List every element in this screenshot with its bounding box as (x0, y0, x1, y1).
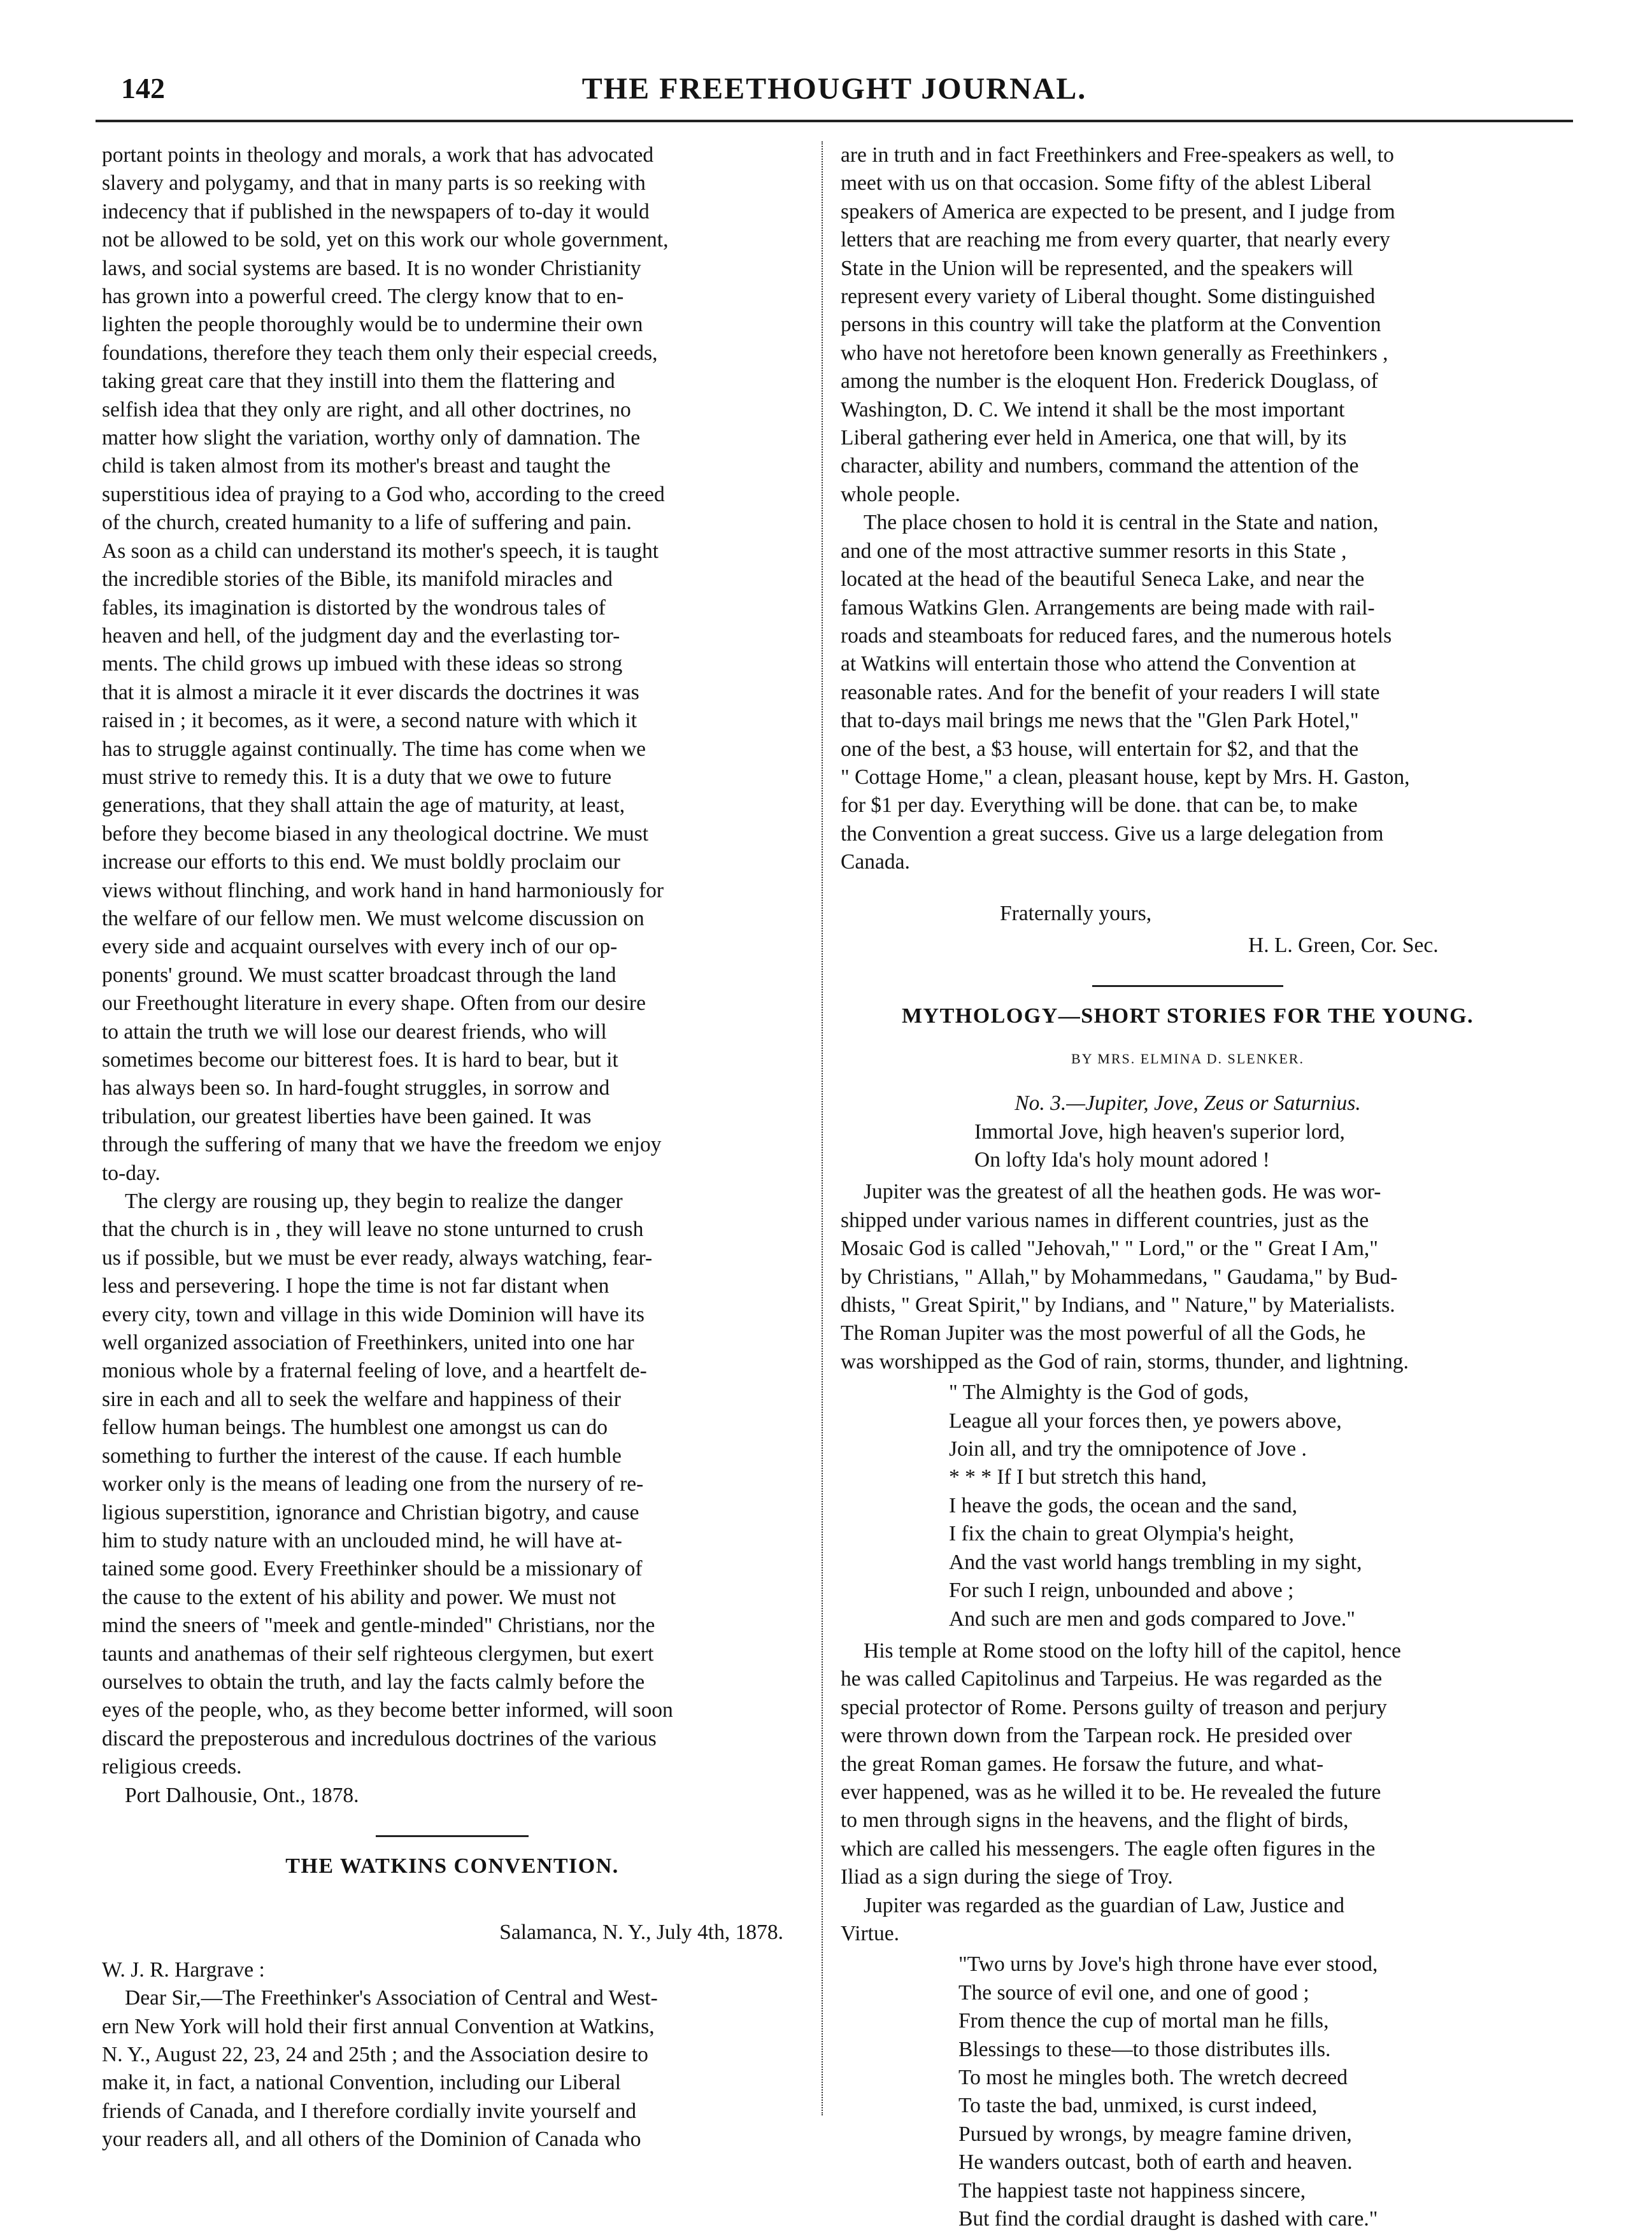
verse-block (841, 1379, 1535, 1633)
text-line: monious whole by a fraternal feeling of love, and a heartfelt de- (102, 1359, 647, 1383)
text-line: represent every variety of Liberal thought. Some distinguished (841, 285, 1376, 309)
section-rule (376, 1835, 529, 1837)
text-line: which are called his messengers. The eagle often figures in the (841, 1836, 1376, 1861)
text-line: heaven and hell, of the judgment day and the everlasting tor- (102, 623, 620, 648)
text-line: State in the Union will be represented, and the speakers will (841, 256, 1353, 280)
epigraph (841, 1118, 1535, 1175)
text-line: at Watkins will entertain those who attend the Convention at (841, 652, 1356, 676)
text-line: are in truth and in fact Freethinkers and Free-speakers as well, to (841, 143, 1394, 167)
right-column (841, 141, 1535, 2237)
text-line: worker only is the means of leading one from the nursery of re- (102, 1472, 644, 1496)
column-divider (822, 141, 823, 2115)
text-line: speakers of America are expected to be present, and I judge from (841, 199, 1395, 224)
text-line: whole people. (841, 482, 960, 506)
verse-line: Join all, and try the omnipotence of Jove . (949, 1437, 1307, 1461)
article-continuation (102, 141, 802, 1810)
section-rule (1092, 985, 1283, 987)
text-line: increase our efforts to this end. We must boldly proclaim our (102, 850, 620, 874)
verse-line: "Two urns by Jove's high throne have ever stood, (958, 1952, 1378, 1977)
letter-salutation: W. J. R. Hargrave : (102, 1957, 265, 1982)
text-line: the Convention a great success. Give us a large delegation from (841, 821, 1384, 846)
text-line: us if possible, but we must be ever ready, always watching, fear- (102, 1246, 653, 1270)
verse-line: The source of evil one, and one of good ; (958, 1980, 1309, 2005)
verse-block (841, 1950, 1535, 2233)
text-line: tained some good. Every Freethinker should be a missionary of (102, 1557, 643, 1581)
text-line: slavery and polygamy, and that in many parts is so reeking with (102, 171, 646, 195)
text-line: well organized association of Freethinkers, united into one har (102, 1331, 634, 1355)
place-date: Port Dalhousie, Ont., 1878. (125, 1783, 359, 1807)
text-line: Washington, D. C. We intend it shall be the most important (841, 397, 1345, 422)
letter-dateline: Salamanca, N. Y., July 4th, 1878. (499, 1921, 783, 1945)
text-line: persons in this country will take the platform at the Convention (841, 313, 1381, 337)
verse-line: He wanders outcast, both of earth and heaven. (958, 2150, 1353, 2175)
author-byline: BY MRS. ELMINA D. SLENKER. (1071, 1050, 1304, 1067)
text-line: located at the head of the beautiful Seneca Lake, and near the (841, 567, 1365, 592)
text-line: roads and steamboats for reduced fares, and the numerous hotels (841, 623, 1392, 648)
text-line: and one of the most attractive summer resorts in this State , (841, 539, 1347, 563)
text-line: was worshipped as the God of rain, storms, thunder, and lightning. (841, 1349, 1409, 1374)
text-line: laws, and social systems are based. It is no wonder Christianity (102, 256, 641, 280)
text-line: famous Watkins Glen. Arrangements are being made with rail- (841, 595, 1375, 620)
text-line: something to further the interest of the cause. If each humble (102, 1444, 622, 1468)
text-line: fellow human beings. The humblest one amongst us can do (102, 1416, 608, 1440)
text-line: letters that are reaching me from every quarter, that nearly every (841, 228, 1390, 252)
text-line: our Freethought literature in every shape. Often from our desire (102, 991, 646, 1016)
text-line: generations, that they shall attain the age of maturity, at least, (102, 793, 625, 818)
text-line: meet with us on that occasion. Some fifty of the ablest Liberal (841, 171, 1372, 195)
verse-line: I heave the gods, the ocean and the sand, (949, 1493, 1297, 1517)
text-line: that to-days mail brings me news that the "Glen Park Hotel," (841, 709, 1359, 733)
text-line: sire in each and all to seek the welfare and happiness of their (102, 1387, 621, 1411)
text-line: eyes of the people, who, as they become better informed, will soon (102, 1698, 673, 1722)
text-line: less and persevering. I hope the time is not far distant when (102, 1274, 609, 1298)
text-line: every side and acquaint ourselves with every inch of our op- (102, 935, 618, 959)
text-line: ern New York will hold their first annual Convention at Watkins, (102, 2014, 655, 2038)
text-line: selfish idea that they only are right, and all other doctrines, no (102, 397, 631, 422)
text-line: Iliad as a sign during the siege of Troy. (841, 1865, 1173, 1889)
text-line: dhists, " Great Spirit," by Indians, and " Nature," by Materialists. (841, 1293, 1395, 1317)
text-line: foundations, therefore they teach them only their especial creeds, (102, 341, 658, 365)
page-header (96, 71, 1573, 116)
text-line: the cause to the extent of his ability and power. We must not (102, 1585, 616, 1609)
text-line: discard the preposterous and incredulous doctrines of the various (102, 1726, 657, 1751)
text-line: the great Roman games. He forsaw the future, and what- (841, 1752, 1324, 1776)
text-line: religious creeds. (102, 1755, 242, 1779)
text-line: As soon as a child can understand its mother's speech, it is taught (102, 539, 659, 563)
text-line: superstitious idea of praying to a God who, according to the creed (102, 482, 665, 506)
text-line: " Cottage Home," a clean, pleasant house, kept by Mrs. H. Gaston, (841, 765, 1410, 789)
text-line: who have not heretofore been known generally as Freethinkers , (841, 341, 1388, 365)
text-line: sometimes become our bitterest foes. It is hard to bear, but it (102, 1048, 618, 1072)
verse-line: Immortal Jove, high heaven's superior lord, (974, 1119, 1345, 1144)
text-line: raised in ; it becomes, as it were, a second nature with which it (102, 709, 637, 733)
text-line: for $1 per day. Everything will be done. that can be, to make (841, 793, 1358, 818)
text-line: of the church, created humanity to a life of suffering and pain. (102, 511, 632, 535)
text-line: Dear Sir,—The Freethinker's Association of Central and West- (125, 1986, 658, 2010)
text-line: Jupiter was regarded as the guardian of Law, Justice and (864, 1893, 1345, 1917)
text-line: shipped under various names in different countries, just as the (841, 1208, 1369, 1232)
verse-line: The happiest taste not happiness sincere, (958, 2178, 1306, 2203)
letter-closing: Fraternally yours, (1000, 901, 1152, 925)
text-line: His temple at Rome stood on the lofty hill of the capitol, hence (864, 1638, 1401, 1663)
text-line: taunts and anathemas of their self righteous clergymen, but exert (102, 1642, 654, 1666)
text-line: before they become biased in any theological doctrine. We must (102, 821, 649, 846)
text-line: your readers all, and all others of the Dominion of Canada who (102, 2127, 641, 2152)
text-line: not be allowed to be sold, yet on this work our whole government, (102, 228, 669, 252)
text-line: every city, town and village in this wide Dominion will have its (102, 1302, 644, 1326)
verse-line: League all your forces then, ye powers above, (949, 1409, 1342, 1433)
verse-line: For such I reign, unbounded and above ; (949, 1579, 1294, 1603)
text-line: to attain the truth we will lose our dearest friends, who will (102, 1019, 607, 1044)
text-line: lighten the people thoroughly would be to undermine their own (102, 313, 643, 337)
verse-line: Blessings to these—to those distributes ills. (958, 2037, 1331, 2061)
text-line: has always been so. In hard-fought struggles, in sorrow and (102, 1076, 610, 1100)
text-line: The place chosen to hold it is central in the State and nation, (864, 511, 1379, 535)
text-line: among the number is the eloquent Hon. Frederick Douglass, of (841, 369, 1378, 394)
text-line: the welfare of our fellow men. We must welcome discussion on (102, 906, 644, 930)
verse-line: But find the cordial draught is dashed with care." (958, 2207, 1378, 2231)
page-number: 142 (121, 72, 165, 104)
text-line: Jupiter was the greatest of all the heathen gods. He was wor- (864, 1180, 1381, 1204)
verse-line: * * * If I but stretch this hand, (949, 1465, 1207, 1489)
text-line: The Roman Jupiter was the most powerful of all the Gods, he (841, 1321, 1366, 1346)
text-line: mind the sneers of "meek and gentle-minded" Christians, nor the (102, 1614, 655, 1638)
text-line: reasonable rates. And for the benefit of your readers I will state (841, 680, 1380, 704)
text-line: taking great care that they instill into them the flattering and (102, 369, 615, 394)
text-line: N. Y., August 22, 23, 24 and 25th ; and the Association desire to (102, 2043, 648, 2066)
journal-title: THE FREETHOUGHT JOURNAL. (581, 72, 1087, 106)
letter-signature: H. L. Green, Cor. Sec. (1248, 933, 1439, 957)
text-line: Liberal gathering ever held in America, one that will, by its (841, 426, 1347, 450)
verse-line: " The Almighty is the God of gods, (949, 1381, 1249, 1405)
text-line: by Christians, " Allah," by Mohammedans, " Gaudama," by Bud- (841, 1265, 1398, 1289)
text-line: Canada. (841, 850, 910, 874)
text-line: one of the best, a $3 house, will entertain for $2, and that the (841, 737, 1359, 761)
text-line: has to struggle against continually. The time has come when we (102, 737, 646, 761)
text-line: The clergy are rousing up, they begin to realize the danger (125, 1190, 623, 1214)
text-line: make it, in fact, a national Convention, including our Liberal (102, 2071, 621, 2095)
text-line: ever happened, was as he willed it to be. He revealed the future (841, 1780, 1381, 1804)
verse-line: From thence the cup of mortal man he fills, (958, 2009, 1329, 2033)
text-line: ligious superstition, ignorance and Christian bigotry, and cause (102, 1500, 639, 1524)
text-line: ourselves to obtain the truth, and lay the facts calmly before the (102, 1670, 645, 1694)
text-line: indecency that if published in the newspapers of to-day it would (102, 199, 650, 224)
text-line: he was called Capitolinus and Tarpeius. He was regarded as the (841, 1667, 1383, 1691)
text-line: tribulation, our greatest liberties have been gained. It was (102, 1104, 592, 1128)
verse-line: And such are men and gods compared to Jove." (949, 1607, 1355, 1631)
text-line: friends of Canada, and I therefore cordially invite yourself and (102, 2099, 637, 2123)
text-line: character, ability and numbers, command the attention of the (841, 454, 1359, 478)
text-line: must strive to remedy this. It is a duty that we owe to future (102, 765, 612, 789)
text-line: through the suffering of many that we have the freedom we enjoy (102, 1133, 662, 1157)
text-line: has grown into a powerful creed. The clergy know that to en- (102, 285, 624, 309)
text-line: matter how slight the variation, worthy only of damnation. The (102, 426, 641, 450)
verse-line: I fix the chain to great Olympia's height, (949, 1522, 1294, 1546)
verse-line: Pursued by wrongs, by meagre famine driven, (958, 2122, 1352, 2146)
verse-line: And the vast world hangs trembling in my sight, (949, 1550, 1362, 1574)
text-line: Mosaic God is called "Jehovah," " Lord," or the " Great I Am," (841, 1237, 1378, 1261)
left-column (102, 141, 802, 2154)
text-line: him to study nature with an unclouded mind, he will have at- (102, 1528, 622, 1552)
watkins-convention-heading: THE WATKINS CONVENTION. (285, 1854, 619, 1878)
text-line: views without flinching, and work hand in hand harmoniously for (102, 878, 664, 902)
text-line: that it is almost a miracle it it ever discards the doctrines it was (102, 680, 639, 704)
header-rule (96, 120, 1573, 122)
text-line: to-day. (102, 1161, 160, 1185)
text-line: that the church is in , they will leave no stone unturned to crush (102, 1218, 644, 1242)
text-line: to men through signs in the heavens, and the flight of birds, (841, 1808, 1349, 1833)
text-line: special protector of Rome. Persons guilty of treason and perjury (841, 1695, 1387, 1719)
text-line: fables, its imagination is distorted by the wondrous tales of (102, 595, 606, 620)
text-line: child is taken almost from its mother's breast and taught the (102, 454, 611, 478)
verse-line: On lofty Ida's holy mount adored ! (974, 1148, 1270, 1172)
text-line: were thrown down from the Tarpean rock. He presided over (841, 1724, 1352, 1748)
verse-line: To most he mingles both. The wretch decreed (958, 2066, 1348, 2089)
text-line: ments. The child grows up imbued with these ideas so strong (102, 652, 623, 676)
verse-line: To taste the bad, unmixed, is curst indeed, (958, 2094, 1318, 2118)
text-line: portant points in theology and morals, a work that has advocated (102, 143, 654, 167)
text-line: ponents' ground. We must scatter broadcast through the land (102, 963, 616, 987)
mythology-heading: MYTHOLOGY—SHORT STORIES FOR THE YOUNG. (901, 1004, 1474, 1028)
story-subheading: No. 3.—Jupiter, Jove, Zeus or Saturnius. (1015, 1091, 1361, 1116)
text-line: the incredible stories of the Bible, its manifold miracles and (102, 567, 613, 592)
text-line: Virtue. (841, 1921, 899, 1945)
